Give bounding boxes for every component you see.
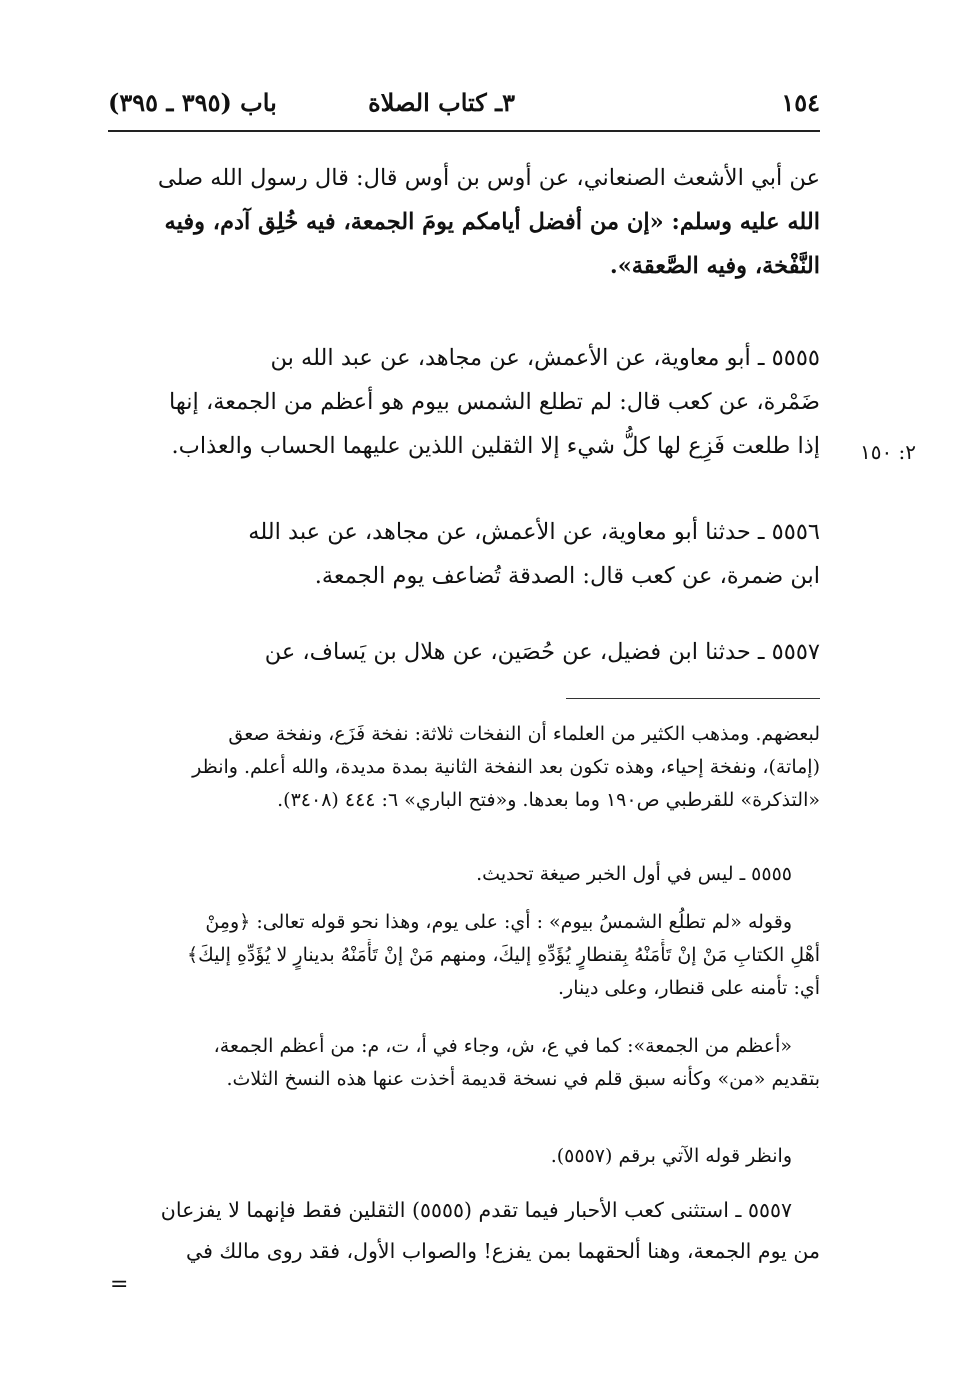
footnote-variant	[108, 1030, 820, 1096]
hadith-paragraph-continued	[108, 156, 820, 288]
text-line: الله عليه وسلم: «إن من أفضل أيامكم يومَ الجمعة، فيه خُلِق آدم، وفيه	[164, 209, 820, 235]
footnote-line: بتقديم «من» وكأنه سبق قلم في نسخة قديمة أخذت عنها هذه النسخ الثلاث.	[226, 1068, 820, 1090]
footnote-5557	[108, 1190, 820, 1272]
footnote-line: «التذكرة» للقرطبي ص١٩٠ وما بعدها. و«فتح الباري» ٦: ٤٤٤ (٣٤٠٨).	[277, 789, 820, 811]
text-line: ٥٥٥٧ ـ حدثنا ابن فضيل، عن حُصَين، عن هلال بن يَساف، عن	[264, 639, 820, 665]
margin-reference: ٢: ١٥٠	[859, 440, 917, 464]
footnote-see-also	[108, 1140, 820, 1173]
chapter-title: باب (٣٩٥ ـ ٣٩٥)	[108, 88, 277, 117]
text-line: إذا طلعت فَزِع لها كلُّ شيء إلا الثقلين اللذين عليهما الحساب والعذاب.	[171, 433, 820, 459]
header-divider	[108, 130, 820, 132]
text-line: ضَمْرة، عن كعب قال: لم تطلع الشمس بيوم هو أعظم من الجمعة، إنها	[169, 389, 820, 415]
book-title: ٣ـ كتاب الصلاة	[368, 88, 515, 117]
footnote-line: «أعظم من الجمعة»: كما في ع، ش، وجاء في أ، ت، م: من أعظم الجمعة،	[213, 1035, 792, 1057]
footnote-line: وقوله «لم تطلُع الشمسُ بيوم» : أي: على يوم، وهذا نحو قوله تعالى: ﴿ومِنْ	[205, 911, 792, 933]
continuation-mark: =	[110, 1272, 129, 1297]
footnote-line: وانظر قوله الآتي برقم (٥٥٥٧).	[550, 1145, 792, 1167]
footnote-line: من يوم الجمعة، وهنا ألحقهما بمن يفزع! والصواب الأول، فقد روى مالك في	[186, 1239, 820, 1263]
hadith-5557	[108, 630, 820, 674]
text-line: ٥٥٥٥ ـ أبو معاوية، عن الأعمش، عن مجاهد، عن عبد الله بن	[270, 345, 820, 371]
footnote-line: ٥٥٥٧ ـ استثنى كعب الأحبار فيما تقدم (٥٥٥٥) الثقلين فقط فإنهما لا يفزعان	[160, 1198, 792, 1222]
text-line: ابن ضمرة، عن كعب قال: الصدقة تُضاعف يوم الجمعة.	[314, 563, 820, 589]
footnote-line: ٥٥٥٥ ـ ليس في أول الخبر صيغة تحديث.	[476, 863, 792, 885]
page-header	[108, 82, 820, 124]
footnote-line: (إماتة)، ونفخة إحياء، وهذه تكون بعد النفخة الثانية بمدة مديدة، والله أعلم. وانظر	[192, 756, 820, 778]
hadith-5555	[108, 336, 820, 468]
text-line: عن أبي الأشعث الصنعاني، عن أوس بن أوس قال: قال رسول الله صلى	[157, 165, 820, 191]
footnote-line: أهْلِ الكتابِ مَنْ إنْ تَأْمَنْهُ بِقنطارٍ يُؤَدِّهِ إليكَ، ومنهم مَنْ إنْ تَأْمَنْهُ بدينارٍ لا يُؤَدِّهِ إليكَ﴾	[186, 944, 820, 966]
footnote-verse	[108, 906, 820, 1005]
text-line: النَّفْخة، وفيه الصَّعقة».	[609, 253, 820, 279]
page-number: ١٥٤	[781, 88, 820, 117]
hadith-5556	[108, 510, 820, 598]
footnote-divider	[566, 698, 820, 699]
footnote-5555	[108, 858, 820, 891]
text-line: ٥٥٥٦ ـ حدثنا أبو معاوية، عن الأعمش، عن مجاهد، عن عبد الله	[248, 519, 820, 545]
footnote-line: أي: تأمنه على قنطار، وعلى دينار.	[557, 977, 820, 999]
footnote-line: لبعضهم. ومذهب الكثير من العلماء أن النفخات ثلاثة: نفخة فَزَع، ونفخة صعق	[228, 723, 820, 745]
footnote-continued	[108, 718, 820, 817]
